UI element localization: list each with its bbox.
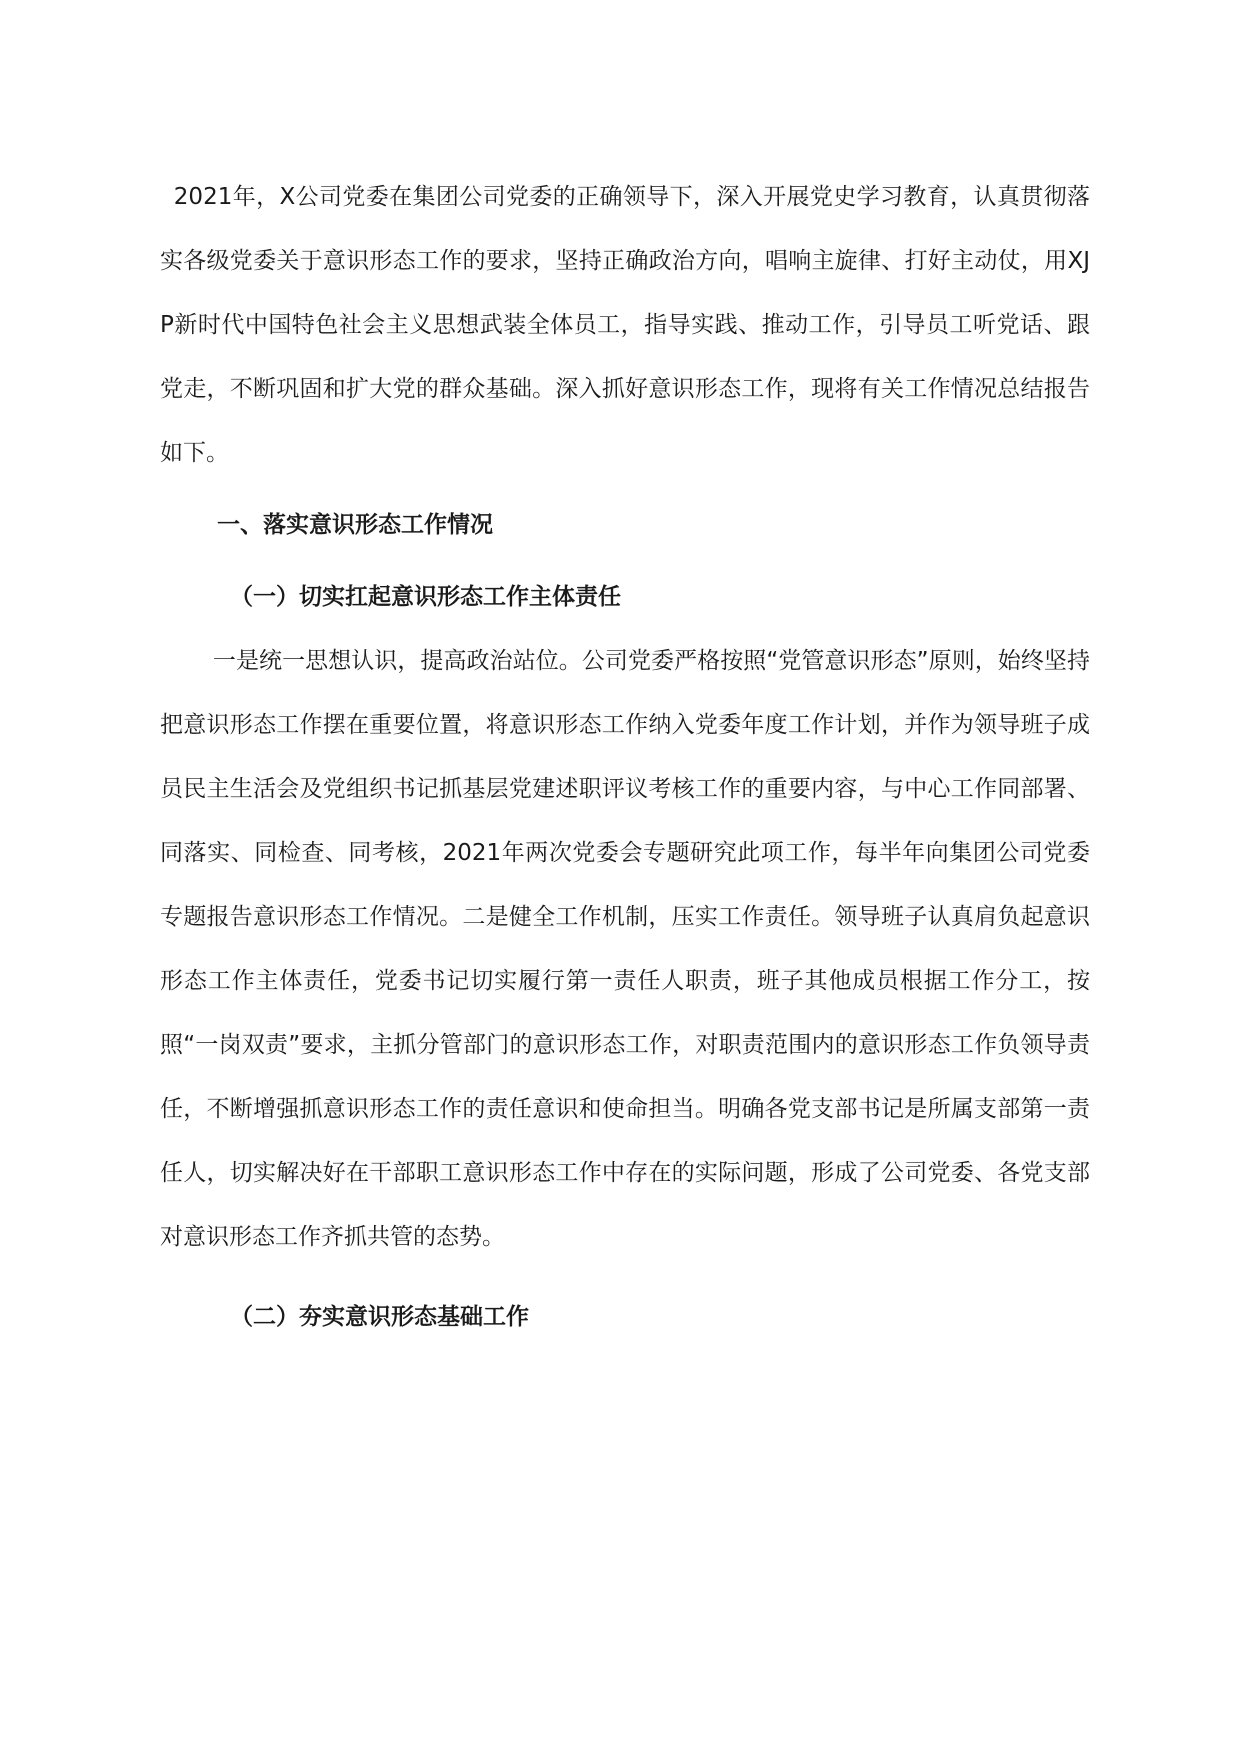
document-body (160, 165, 1090, 1349)
section-1-heading: 一、落实意识形态工作情况 (217, 512, 493, 538)
subsection-2-heading: （二）夯实意识形态基础工作 (230, 1304, 529, 1330)
subsection-1-paragraph: 一是统一思想认识，提高政治站位。公司党委严格按照“党管意识形态”原则，始终坚持把意识形态工作摆在重要位置，将意识形态工作纳入党委年度工作计划，并作为领导班子成员民主生活会及党组织书记抓基层党建述职评议考核工作的重要内容，与中心工作同部署、同落实、同检查、同考核，2021年两次党委会专题研究此项工作，每半年向集团公司党委专题报告意识形态工作情况。二是健全工作机制，压实工作责任。领导班子认真肩负起意识形态工作主体责任，党委书记切实履行第一责任人职责，班子其他成员根据工作分工，按照“一岗双责”要求，主抓分管部门的意识形态工作，对职责范围内的意识形态工作负领导责任，不断增强抓意识形态工作的责任意识和使命担当。明确各党支部书记是所属支部第一责任人，切实解决好在干部职工意识形态工作中存在的实际问题，形成了公司党委、各党支部对意识形态工作齐抓共管的态势。 (160, 648, 1090, 1250)
intro-paragraph: 2021年，X公司党委在集团公司党委的正确领导下，深入开展党史学习教育，认真贯彻落实各级党委关于意识形态工作的要求，坚持正确政治方向，唱响主旋律、打好主动仗，用XJP新时代中国特色社会主义思想武装全体员工，指导实践、推动工作，引导员工听党话、跟党走，不断巩固和扩大党的群众基础。深入抓好意识形态工作，现将有关工作情况总结报告如下。 (160, 184, 1090, 466)
subsection-1-heading: （一）切实扛起意识形态工作主体责任 (230, 584, 621, 610)
